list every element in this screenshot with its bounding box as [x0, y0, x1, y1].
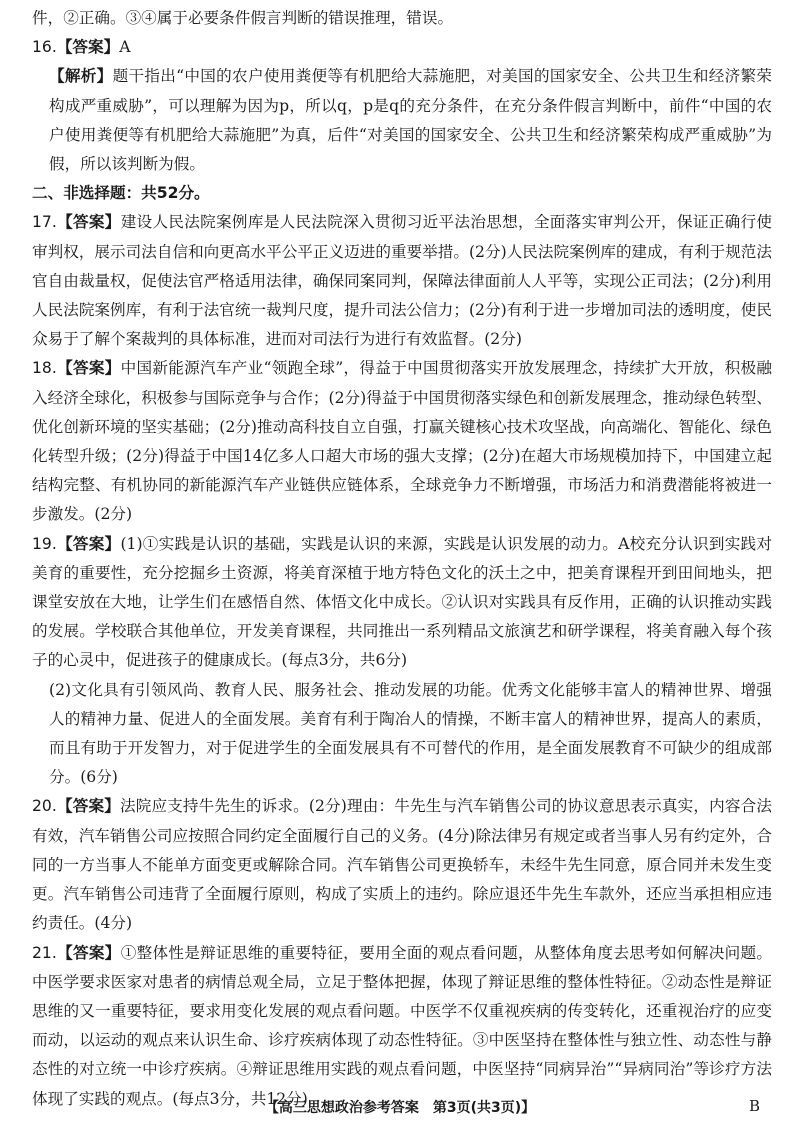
answer-text: 建设人民法院案例库是人民法院深入贯彻习近平法治思想，全面落实审判公开，保证正确行使审判权，展示司法自信和向更高水平公平正义迈进的重要举措。(2分)人民法院案例库的建成，有利于规范法官自由裁量权，促使法官严格适用法律，确保同案同判，保障法律面前人人平等，实现公正司法；(2分)利用人民法院案例库，有利于法官统一裁判尺度，提升司法公信力；(2分)有利于进一步增加司法的透明度，使民众易于了解个案裁判的具体标准，进而对司法行为进行有效监督。(2分): [32, 213, 772, 349]
question-21: [32, 939, 772, 1114]
question-17: [32, 208, 772, 354]
question-number: 16.: [32, 38, 57, 57]
question-number: 18.: [32, 359, 57, 378]
page-footer: 【高三思想政治参考答案 第3页(共3页)】: [264, 1100, 536, 1116]
question-20: [32, 792, 772, 938]
question-number: 19.: [32, 534, 57, 553]
analysis-tag: 【解析】: [49, 67, 113, 86]
question-number: 20.: [32, 797, 57, 816]
question-16-answer: [32, 33, 772, 62]
question-number: 21.: [32, 943, 57, 962]
question-18: [32, 354, 772, 529]
answer-tag: 【答案】: [56, 797, 120, 816]
answer-text: ①整体性是辩证思维的重要特征，要用全面的观点看问题，从整体角度去思考如何解决问题。中医学要求医家对患者的病情总观全局，立足于整体把握，体现了辩证思维的整体性特征。②动态性是辩证思维的又一重要特征，要求用变化发展的观点看问题。中医学不仅重视疾病的传变转化，还重视治疗的应变而动，以运动的观点来认识生命、诊疗疾病体现了动态性特征。③中医坚持在整体性与独立性、动态性与静态性的对立统一中诊疗疾病。④辩证思维用实践的观点看问题，中医坚持“同病异治”“异病同治”等诊疗方法体现了实践的观点。(每点3分，共12分): [32, 943, 772, 1108]
answer-tag: 【答案】: [56, 213, 121, 232]
answer-tag: 【答案】: [56, 38, 120, 57]
question-number: 17.: [32, 213, 57, 232]
question-19-part-1: [32, 530, 772, 676]
answer-text: (1)①实践是认识的基础，实践是认识的来源，实践是认识发展的动力。A校充分认识到实践对美育的重要性，充分挖掘乡土资源，将美育深植于地方特色文化的沃土之中，把美育课程开到田间地头，把课堂安放在大地，让学生们在感悟自然、体悟文化中成长。②认识对实践具有反作用，正确的认识推动实践的发展。学校联合其他单位，开发美育课程，共同推出一系列精品文旅演艺和研学课程，将美育融入每个孩子的心灵中，促进孩子的健康成长。(每点3分，共6分): [32, 534, 772, 670]
answer-page: [32, 4, 772, 1114]
answer-value: A: [119, 38, 131, 57]
section-heading: 二、非选择题：共52分。: [32, 184, 210, 203]
question-19-part-2: (2)文化具有引领风尚、教育人民、服务社会、推动发展的功能。优秀文化能够丰富人的精神世界、增强人的精神力量、促进人的全面发展。美育有利于陶冶人的情操，不断丰富人的精神世界，提高人的素质，而且有助于开发智力，对于促进学生的全面发展具有不可替代的作用，是全面发展教育不可缺少的组成部分。(6分): [49, 680, 772, 787]
version-label: B: [748, 1097, 760, 1115]
answer-text: 法院应支持牛先生的诉求。(2分)理由：牛先生与汽车销售公司的协议意思表示真实，内容合法有效，汽车销售公司应按照合同约定全面履行自己的义务。(4分)除法律另有规定或者当事人另有约定外，合同的一方当事人不能单方面变更或解除合同。汽车销售公司更换轿车，未经牛先生同意，原合同并未发生变更。汽车销售公司违背了全面履行原则，构成了实质上的违约。除应退还牛先生车款外，还应当承担相应违约责任。(4分): [32, 797, 772, 933]
question-16-analysis: [32, 62, 772, 179]
answer-tag: 【答案】: [56, 359, 121, 378]
answer-tag: 【答案】: [56, 943, 121, 962]
answer-tag: 【答案】: [56, 534, 121, 553]
analysis-text: 题干指出“中国的农户使用粪便等有机肥给大蒜施肥，对美国的国家安全、公共卫生和经济繁荣构成严重威胁”，可以理解为因为p，所以q，p是q的充分条件，在充分条件假言判断中，前件“中国的农户使用粪便等有机肥给大蒜施肥”为真，后件“对美国的国家安全、公共卫生和经济繁荣构成严重威胁”为假，所以该判断为假。: [49, 67, 772, 174]
answer-text: 中国新能源汽车产业“领跑全球”，得益于中国贯彻落实开放发展理念，持续扩大开放，积极融入经济全球化，积极参与国际竞争与合作；(2分)得益于中国贯彻落实绿色和创新发展理念，推动绿色转型、优化创新环境的坚实基础；(2分)推动高科技自立自强，打赢关键核心技术攻坚战，向高端化、智能化、绿色化转型升级；(2分)得益于中国14亿多人口超大市场的强大支撑；(2分)在超大市场规模加持下，中国建立起结构完整、有机协同的新能源汽车产业链供应链体系，全球竞争力不断增强，市场活力和消费潜能将被进一步激发。(2分): [32, 359, 772, 524]
continuation-line: 件，②正确。③④属于必要条件假言判断的错误推理，错误。: [32, 9, 454, 27]
